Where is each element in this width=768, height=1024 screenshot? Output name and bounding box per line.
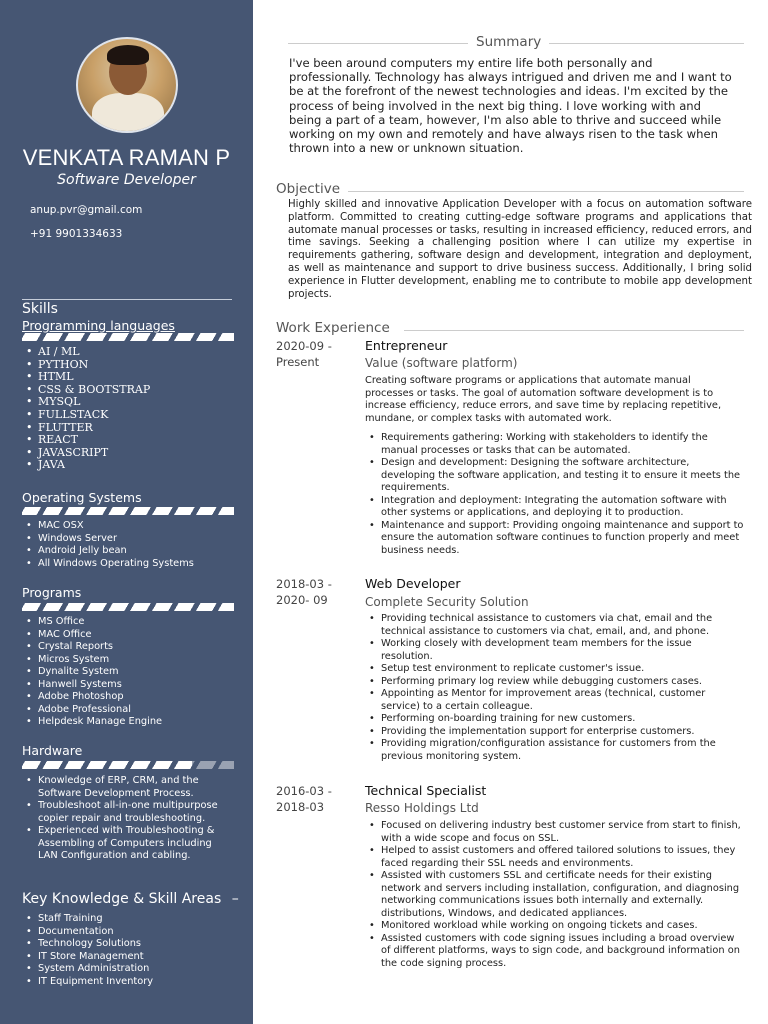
list-item: • Focused on delivering industry best customer service from start to finish, with a wide scope and focus on SSL. (369, 820, 746, 845)
list-item: • Integration and deployment: Integrating the automation software with other systems or applications, and deploying it to production. (369, 495, 746, 520)
list-item: • Assisted with customers SSL and certificate needs for their existing network and servers including installation, configuration, and diagnosing networking communications issues both internally and externally. distributions, Windows, and dedicated appliances. (369, 870, 746, 920)
list-item: • FLUTTER (26, 422, 150, 435)
programs-level-bar (22, 603, 234, 611)
objective-heading: Objective (276, 181, 346, 197)
sidebar (0, 0, 253, 1024)
job-bullets (369, 820, 746, 970)
list-item: • Knowledge of ERP, CRM, and the Software Development Process. (26, 775, 226, 800)
list-item: • Requirements gathering: Working with stakeholders to identify the manual processes or tasks that can be automated. (369, 432, 746, 457)
photo-hair (107, 45, 149, 65)
list-item: • Micros System (26, 654, 162, 667)
os-list (26, 520, 194, 570)
list-item: • AI / ML (26, 346, 150, 359)
job-dates (276, 338, 332, 370)
objective-rule (348, 191, 744, 192)
hardware-list (26, 775, 226, 863)
job-bullets (369, 613, 746, 763)
programs-list (26, 616, 162, 729)
list-item: • MAC OSX (26, 520, 194, 533)
list-item: • Providing the implementation support for enterprise customers. (369, 726, 746, 739)
list-item: • Performing on-boarding training for new customers. (369, 713, 746, 726)
list-item: • JAVA (26, 459, 150, 472)
list-item: • Dynalite System (26, 666, 162, 679)
list-item: • IT Equipment Inventory (26, 976, 153, 989)
list-item: • FULLSTACK (26, 409, 150, 422)
knowledge-heading-text: Key Knowledge & Skill Areas (22, 891, 222, 907)
hardware-level-bar (22, 761, 234, 769)
list-item: • Hanwell Systems (26, 679, 162, 692)
job-dates (276, 783, 332, 815)
experience-heading: Work Experience (276, 320, 396, 336)
profile-name: VENKATA RAMAN P (22, 145, 231, 170)
os-heading: Operating Systems (22, 490, 142, 505)
knowledge-list (26, 913, 153, 988)
list-item: • Technology Solutions (26, 938, 153, 951)
list-item: • Crystal Reports (26, 641, 162, 654)
list-item: • Monitored workload while working on ongoing tickets and cases. (369, 920, 746, 933)
list-item: • Staff Training (26, 913, 153, 926)
job-date-start: 2020-09 - (276, 339, 332, 353)
job-date-end: 2018-03 (276, 800, 325, 814)
list-item: • Maintenance and support: Providing ongoing maintenance and support to ensure the automation software continues to function properly and meet business needs. (369, 520, 746, 558)
list-item: • REACT (26, 434, 150, 447)
list-item: • Setup test environment to replicate customer's issue. (369, 663, 746, 676)
list-item: • MAC Office (26, 629, 162, 642)
profile-photo (76, 37, 178, 133)
job-title: Web Developer (365, 576, 461, 591)
job-title: Technical Specialist (365, 783, 487, 798)
list-item: • Working closely with development team members for the issue resolution. (369, 638, 746, 663)
list-item: • Windows Server (26, 533, 194, 546)
job-company: Value (software platform) (365, 356, 518, 370)
job-date-end: 2020- 09 (276, 593, 328, 607)
job-title: Entrepreneur (365, 338, 448, 353)
job-date-start: 2016-03 - (276, 784, 332, 798)
skills-heading: Skills (22, 301, 58, 317)
skills-divider (22, 299, 232, 300)
list-item: • Helpdesk Manage Engine (26, 716, 162, 729)
phone-text: +91 9901334633 (30, 228, 123, 240)
photo-shirt (92, 93, 164, 133)
list-item: • Performing primary log review while debugging customers cases. (369, 676, 746, 689)
job-date-start: 2018-03 - (276, 577, 332, 591)
list-item: • Design and development: Designing the software architecture, developing the software application, and testing it to ensure it meets the requirements. (369, 457, 746, 495)
list-item: • Experienced with Troubleshooting & Assembling of Computers including LAN Configuration and cabling. (26, 825, 226, 863)
list-item: • CSS & BOOTSTRAP (26, 384, 150, 397)
job-company: Resso Holdings Ltd (365, 801, 479, 815)
summary-heading: Summary (468, 34, 549, 50)
hardware-heading: Hardware (22, 743, 83, 758)
experience-rule (404, 330, 744, 331)
profile-role: Software Developer (57, 172, 196, 188)
list-item: • HTML (26, 371, 150, 384)
list-item: • IT Store Management (26, 951, 153, 964)
programs-heading: Programs (22, 585, 82, 600)
job-company: Complete Security Solution (365, 595, 529, 609)
list-item: • Providing migration/configuration assistance for customers from the previous monitoring system. (369, 738, 746, 763)
job-bullets (369, 432, 746, 557)
list-item: • JAVASCRIPT (26, 447, 150, 460)
list-item: • PYTHON (26, 359, 150, 372)
programming-heading: Programming languages (22, 318, 175, 333)
job-description: Creating software programs or applications that automate manual processes or tasks. The goal of automation software development is to increase efficiency, reduce errors, and save time by replacing repetitive, mundane, or complex tasks with automated work. (365, 375, 722, 424)
list-item: • Helped to assist customers and offered tailored solutions to issues, they faced regarding their SSL needs and environments. (369, 845, 746, 870)
list-item: • Documentation (26, 926, 153, 939)
list-item: • MS Office (26, 616, 162, 629)
objective-text: Highly skilled and innovative Application Developer with a focus on automation software platform. Committed to creating cutting-edge software programs and applications that automate manual processes or tasks, resulting in increased efficiency, reduced errors, and time savings. Seeking a challenging position where I can utilize my expertise in requirements gathering, software design and development, integration and deployment, as well as maintenance and support to drive business success. Additionally, I bring solid experience in Flutter development, enabling me to contribute to mobile app development projects. (288, 199, 752, 300)
list-item: • Adobe Professional (26, 704, 162, 717)
email-text[interactable]: anup.pvr@gmail.com (30, 204, 143, 216)
list-item: • Providing technical assistance to customers via chat, email and the technical assistance to customers via chat, email, and, and phone. (369, 613, 746, 638)
job-date-end: Present (276, 355, 320, 369)
os-level-bar (22, 507, 234, 515)
list-item: • Troubleshoot all-in-one multipurpose copier repair and troubleshooting. (26, 800, 226, 825)
job-dates (276, 576, 332, 608)
list-item: • MYSQL (26, 396, 150, 409)
programming-list (26, 346, 150, 472)
knowledge-heading (22, 891, 239, 907)
list-item: • Android Jelly bean (26, 545, 194, 558)
summary-text: I've been around computers my entire life both personally and professionally. Technology has always intrigued and driven me and I want to be at the forefront of the newest technologies and ideas. I'm excited by the process of being involved in the next big thing. I love working with and being a part of a team, however, I'm also able to thrive and succeed while working on my own and remotely and have always risen to the task when thrown into a new or unknown situation. (289, 56, 732, 156)
list-item: • All Windows Operating Systems (26, 558, 194, 571)
list-item: • Adobe Photoshop (26, 691, 162, 704)
list-item: • Appointing as Mentor for improvement areas (technical, customer service) to a certain colleague. (369, 688, 746, 713)
programming-level-bar (22, 333, 234, 341)
list-item: • System Administration (26, 963, 153, 976)
list-item: • Assisted customers with code signing issues including a broad overview of different platforms, ways to sign code, and background information on the code signing process. (369, 933, 746, 971)
heading-dash: – (231, 891, 239, 907)
